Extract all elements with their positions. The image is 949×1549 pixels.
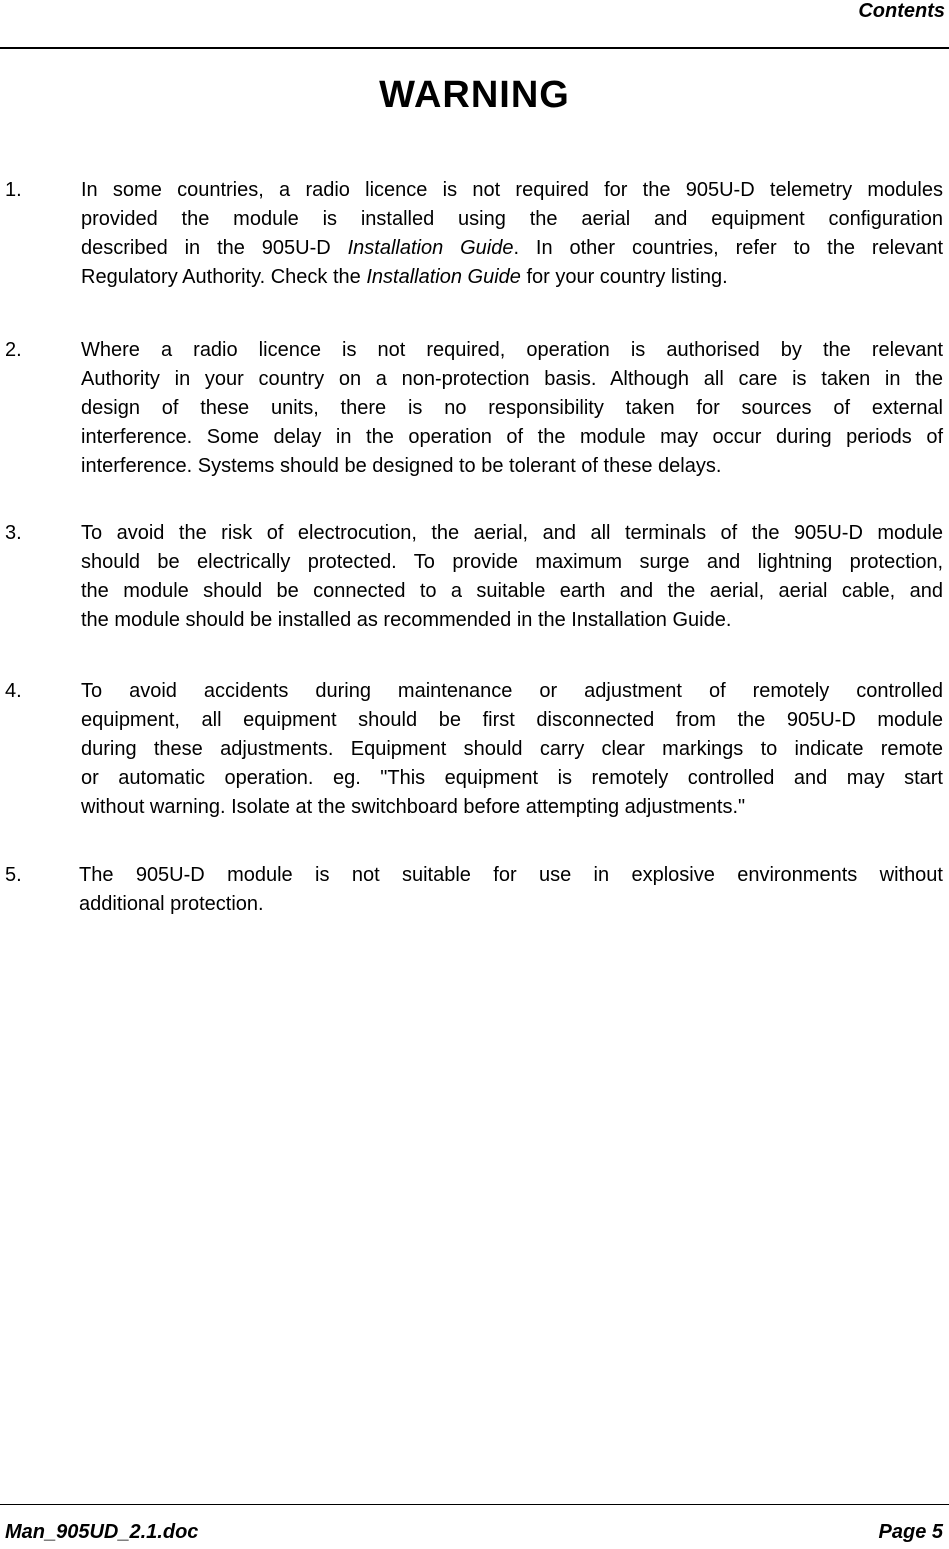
item-text xyxy=(81,519,943,635)
item-number: 3. xyxy=(5,522,22,544)
item-line: without warning. Isolate at the switchboard before attempting adjustments." xyxy=(81,796,746,818)
item-line: additional protection. xyxy=(79,893,264,915)
item-line: interference. Systems should be designed to be tolerant of these delays. xyxy=(81,455,722,477)
item-text xyxy=(81,336,943,481)
item-line: To avoid accidents during maintenance or adjustment of remotely controlled xyxy=(81,680,943,702)
item-line: Authority in your country on a non-protection basis. Although all care is taken in the xyxy=(81,368,943,390)
item-line: the module should be installed as recommended in the Installation Guide. xyxy=(81,609,732,631)
item-line: design of these units, there is no responsibility taken for sources of external xyxy=(81,397,943,419)
item-number: 4. xyxy=(5,680,22,702)
item-text xyxy=(79,861,943,919)
footer-document-name: Man_905UD_2.1.doc xyxy=(5,1521,199,1543)
item-line: To avoid the risk of electrocution, the aerial, and all terminals of the 905U-D module xyxy=(81,522,943,544)
item-number: 5. xyxy=(5,864,22,886)
item-text xyxy=(81,176,943,292)
item-line: provided the module is installed using the aerial and equipment configuration xyxy=(81,208,943,230)
header-title: Contents xyxy=(858,0,945,22)
header-rule xyxy=(0,47,949,49)
footer-rule xyxy=(0,1504,949,1505)
item-line: interference. Some delay in the operation of the module may occur during periods of xyxy=(81,426,943,448)
item-line: during these adjustments. Equipment should carry clear markings to indicate remote xyxy=(81,738,943,760)
item-number: 1. xyxy=(5,179,22,201)
item-line: The 905U-D module is not suitable for use in explosive environments without xyxy=(79,864,943,886)
item-line: described in the 905U-D Installation Guide. In other countries, refer to the relevant xyxy=(81,237,944,259)
item-line: Regulatory Authority. Check the Installation Guide for your country listing. xyxy=(81,266,728,288)
item-line: or automatic operation. eg. "This equipment is remotely controlled and may start xyxy=(81,767,943,789)
item-line: equipment, all equipment should be first disconnected from the 905U-D module xyxy=(81,709,943,731)
item-line: In some countries, a radio licence is not required for the 905U-D telemetry modules xyxy=(81,179,943,201)
footer-page-number: Page 5 xyxy=(878,1521,943,1543)
item-text xyxy=(81,677,943,822)
item-line: the module should be connected to a suitable earth and the aerial, aerial cable, and xyxy=(81,580,943,602)
warning-title: WARNING xyxy=(379,74,570,116)
item-line: should be electrically protected. To provide maximum surge and lightning protection, xyxy=(81,551,943,573)
item-line: Where a radio licence is not required, operation is authorised by the relevant xyxy=(81,339,943,361)
item-number: 2. xyxy=(5,339,22,361)
